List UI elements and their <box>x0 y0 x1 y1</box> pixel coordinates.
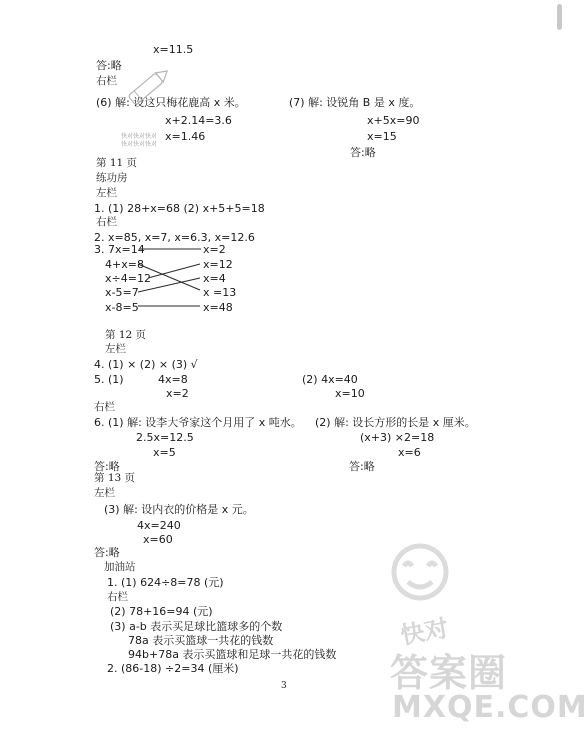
answer-line: 2. x=85, x=7, x=6.3, x=12.6 <box>94 231 255 244</box>
match-right: x=48 <box>203 301 233 314</box>
answer-line: 1. (1) 624÷8=78 (元) <box>107 576 224 589</box>
answer-line: x=11.5 <box>153 43 194 56</box>
section-label: 左栏 <box>105 343 126 355</box>
answer-line: (x+3) ×2=18 <box>360 431 435 444</box>
answer-line: x=60 <box>143 533 173 546</box>
section-label: 右栏 <box>107 591 128 603</box>
answer-line: x=10 <box>335 387 365 400</box>
answer-line: 答:略 <box>96 59 122 72</box>
answer-line: 5. (1) <box>94 373 124 386</box>
match-left: x-5=7 <box>105 286 139 299</box>
answer-line: 4x=240 <box>137 519 181 532</box>
watermark-top: 快对 <box>398 614 451 650</box>
match-right: x=2 <box>203 243 226 256</box>
answer-line: 2. (86-18) ÷2=34 (厘米) <box>107 662 239 675</box>
answer-line: 答:略 <box>349 460 375 473</box>
answer-line: (2) 4x=40 <box>302 373 358 386</box>
answer-line: 4. (1) × (2) × (3) √ <box>94 358 198 371</box>
answer-line: 1. (1) 28+x=68 (2) x+5+5=18 <box>94 202 265 215</box>
section-title: 加油站 <box>104 561 136 573</box>
page-heading: 第 13 页 <box>94 472 136 484</box>
match-left: x-8=5 <box>105 301 139 314</box>
match-left: 4+x=8 <box>105 258 144 271</box>
match-right: x=12 <box>203 258 233 271</box>
section-label: 右栏 <box>94 401 115 413</box>
answer-line: x=1.46 <box>165 130 206 143</box>
answer-line: x+5x=90 <box>367 114 420 127</box>
answer-line: x=2 <box>166 387 189 400</box>
answer-line: 78a 表示买篮球一共花的钱数 <box>128 634 274 647</box>
section-label: 左栏 <box>94 487 115 499</box>
answer-line: 94b+78a 表示买篮球和足球一共花的钱数 <box>128 648 337 661</box>
match-left: x÷4=12 <box>105 272 151 285</box>
answer-line: x=5 <box>153 446 176 459</box>
section-label: 左栏 <box>96 187 117 199</box>
answer-line: 2.5x=12.5 <box>136 431 194 444</box>
answer-line: (2) 解: 设长方形的长是 x 厘米。 <box>315 416 476 429</box>
watermark-main: 答案圈 <box>390 651 508 695</box>
section-label: 右栏 <box>96 216 117 228</box>
answer-line: (3) a-b 表示买足球比篮球多的个数 <box>110 620 283 633</box>
section-label: 右栏 <box>96 75 117 87</box>
answer-line: 4x=8 <box>158 373 188 386</box>
match-right: x =13 <box>203 286 237 299</box>
match-right: x=4 <box>203 272 226 285</box>
answer-line: (7) 解: 设锐角 B 是 x 度。 <box>289 96 421 109</box>
section-title: 练功房 <box>96 172 128 184</box>
answer-line: x=6 <box>398 446 421 459</box>
page-heading: 第 11 页 <box>96 157 138 169</box>
answer-line: (6) 解: 设这只梅花鹿高 x 米。 <box>96 96 246 109</box>
page-number: 3 <box>281 681 287 691</box>
stamp-text: 快对快对快对 快对快对快对 <box>121 133 158 148</box>
answer-line: 答:略 <box>94 460 120 473</box>
watermark-url: MXQE.COM <box>392 690 588 725</box>
answer-line: 6. (1) 解: 设李大爷家这个月用了 x 吨水。 <box>94 416 302 429</box>
answer-line: (2) 78+16=94 (元) <box>110 605 213 618</box>
answer-line: x+2.14=3.6 <box>165 114 232 127</box>
page-heading: 第 12 页 <box>105 329 147 341</box>
match-left: 3. 7x=14 <box>94 243 145 256</box>
answer-line: x=15 <box>367 130 397 143</box>
answer-line: 答:略 <box>350 146 376 159</box>
answer-line: 答:略 <box>94 546 120 559</box>
answer-line: (3) 解: 设内衣的价格是 x 元。 <box>104 503 254 516</box>
